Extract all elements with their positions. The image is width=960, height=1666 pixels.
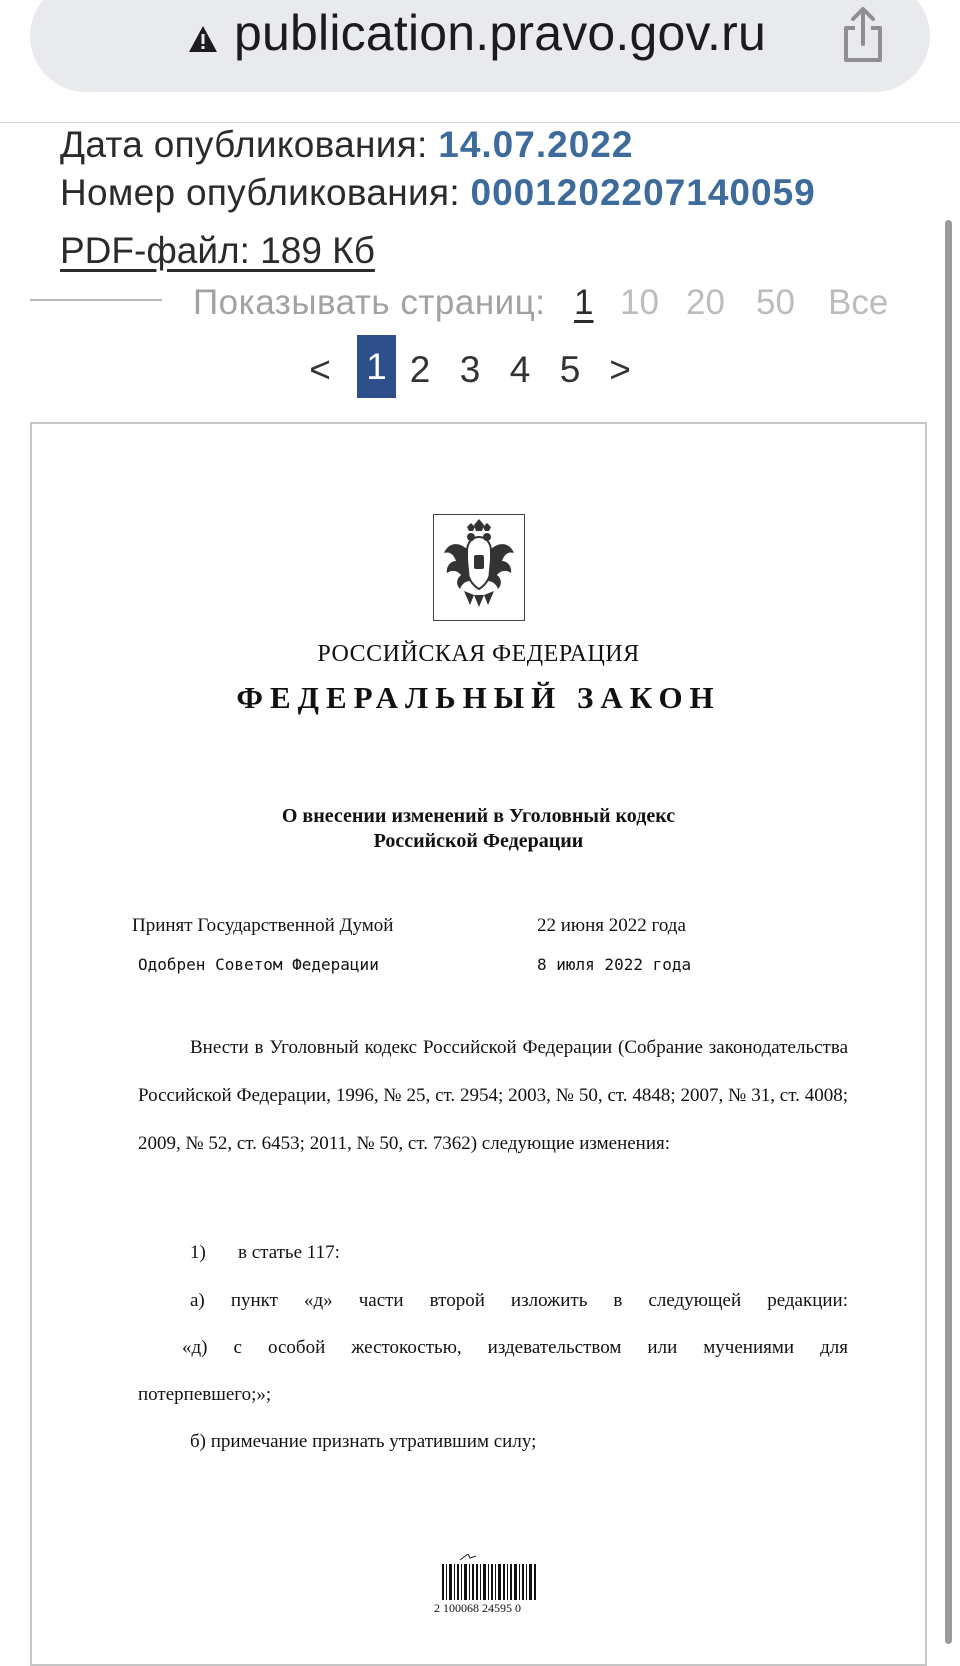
item-1a-line-3: потерпевшего;»; (138, 1384, 272, 1405)
adopted-by: Принят Государственной Думой (132, 915, 394, 936)
pager-page-2[interactable]: 2 (409, 349, 431, 390)
url-text[interactable]: publication.pravo.gov.ru (234, 5, 766, 61)
pager-page-4[interactable]: 4 (509, 349, 531, 390)
publication-date (60, 124, 633, 166)
pages-option-20[interactable]: 20 (686, 283, 725, 322)
pages-option-10[interactable]: 10 (620, 283, 659, 322)
pager-prev-button[interactable]: < (309, 349, 331, 390)
law-title-line-2: Российской Федерации (373, 830, 584, 852)
document-page (30, 422, 927, 1666)
pager-page-3[interactable]: 3 (459, 349, 481, 390)
pager-page-1[interactable]: 1 (357, 335, 396, 398)
publication-date-value: 14.07.2022 (438, 124, 634, 165)
pages-option-1[interactable]: 1 (574, 283, 594, 322)
barcode-number: 2 100068 24595 0 (434, 1601, 521, 1615)
pdf-download-link[interactable]: PDF-файл: 189 Кб (60, 230, 375, 271)
divider-line (30, 299, 162, 301)
warning-icon (186, 22, 220, 56)
publication-number-label: Номер опубликования: (60, 172, 460, 213)
intro-paragraph: Внести в Уголовный кодекс Российской Федерации (Собрание законодательства Российской Федерации, 1996, № 25, ст. 2954; 2003, № 50, ст. 4848; 2007, № 31, ст. 4008; 2009, № 52, ст. 6453; 2011, № 50, ст. 7362) следующие изменения: (138, 1037, 848, 1154)
barcode (434, 1554, 540, 1629)
item-1b: б) примечание признать утратившим силу; (190, 1431, 537, 1452)
law-title-line-1: О внесении изменений в Уголовный кодекс (281, 805, 676, 827)
publication-date-label: Дата опубликования: (60, 124, 428, 165)
publication-number-value: 0001202207140059 (470, 172, 816, 213)
approved-by: Одобрен Советом Федерации (138, 955, 379, 974)
item-1a-line-1: а) пункт «д» части второй изложить в следующей редакции: (190, 1290, 848, 1311)
publication-number (60, 172, 816, 214)
item-1-number: 1) (190, 1242, 206, 1263)
document-type: ФЕДЕРАЛЬНЫЙ ЗАКОН (236, 680, 721, 715)
share-icon[interactable] (838, 4, 888, 64)
item-1a-line-2: «д) с особой жестокостью, издевательством или мучениями для (182, 1337, 848, 1358)
pager-page-5[interactable]: 5 (559, 349, 581, 390)
adopted-date: 22 июня 2022 года (537, 915, 686, 936)
scrollbar[interactable] (945, 220, 952, 1644)
toolbar-divider (0, 122, 960, 123)
law-title (32, 804, 925, 854)
pager-next-button[interactable]: > (609, 349, 631, 390)
pages-option-50[interactable]: 50 (756, 283, 795, 322)
pages-option-all[interactable]: Все (828, 283, 889, 322)
coat-of-arms-icon (433, 514, 525, 621)
document-country: РОССИЙСКАЯ ФЕДЕРАЦИЯ (317, 641, 640, 667)
approved-date: 8 июля 2022 года (537, 955, 692, 974)
item-1-text: в статье 117: (238, 1242, 340, 1263)
pages-per-view-label: Показывать страниц: (193, 283, 546, 322)
